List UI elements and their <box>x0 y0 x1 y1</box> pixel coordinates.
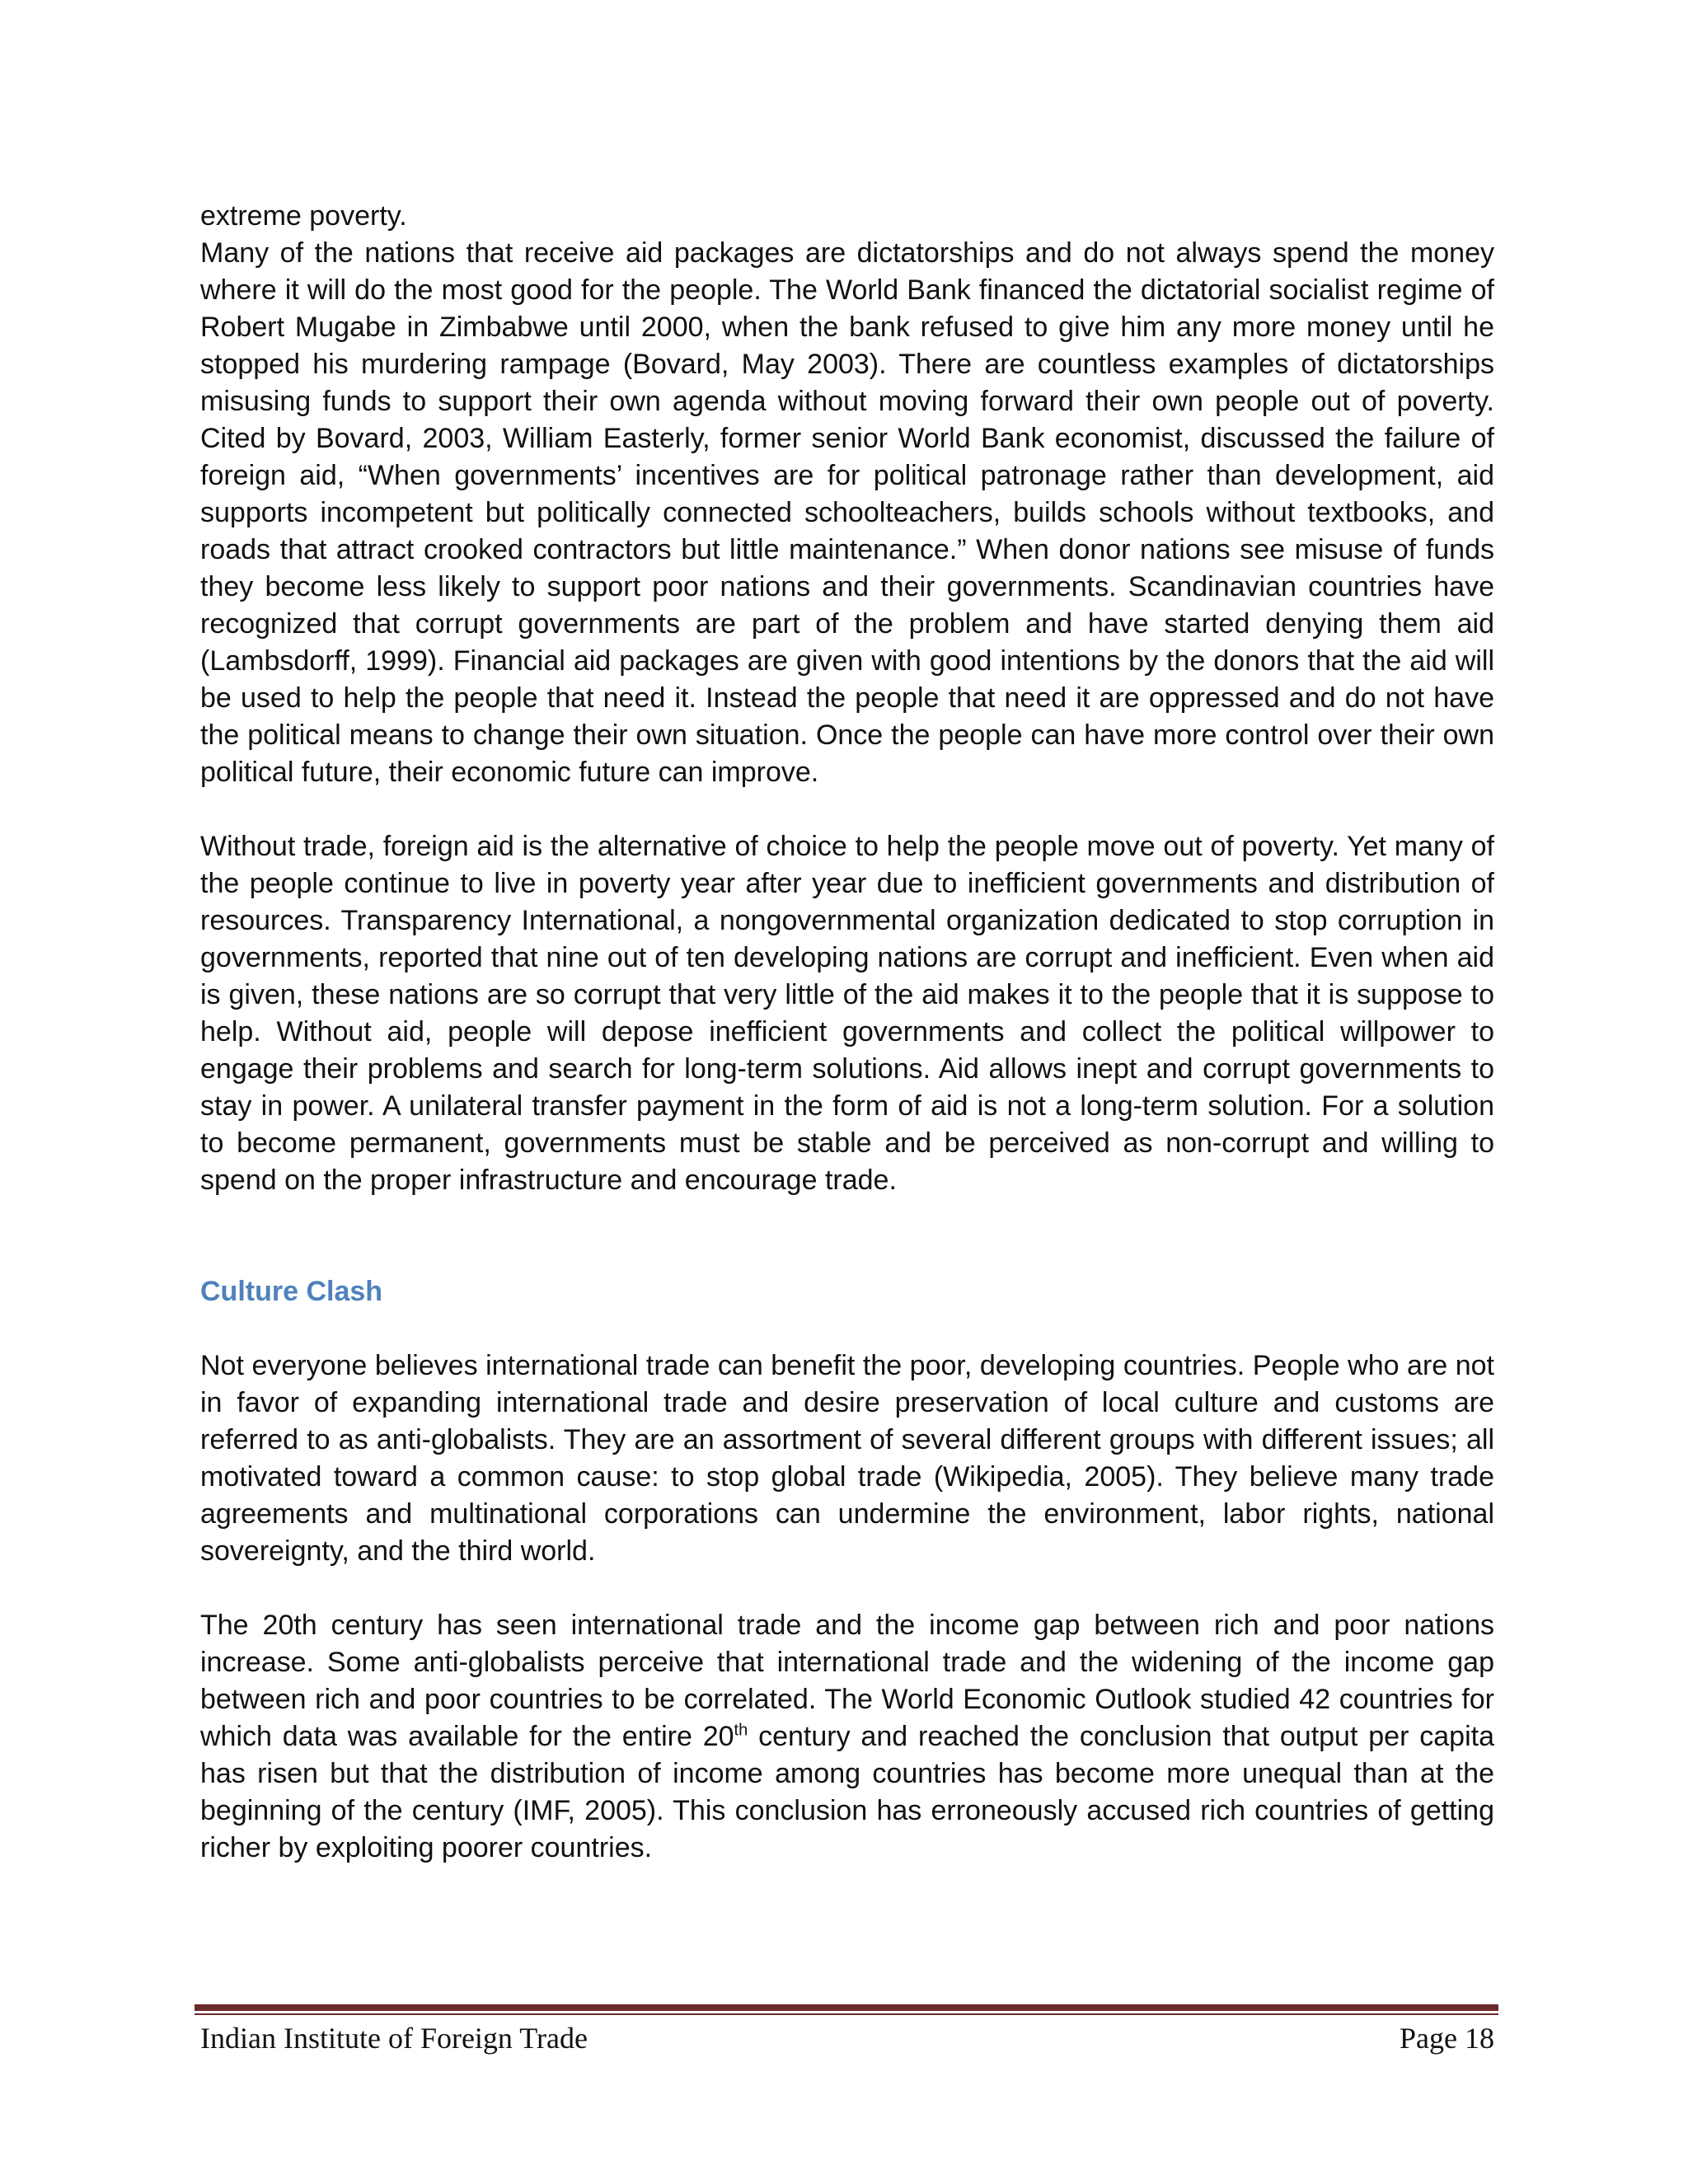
paragraph-income-gap <box>200 1607 1494 1867</box>
income-gap-text-start: The 20th century has seen international trade and the income gap between rich and poor nations increase. Some anti-globalists perceive that international trade and the widening of the income gap between rich and poor countries to be correlated. The World Economic Outlook studied 42 countries for which data was available for the entire 20 <box>200 1610 1494 1752</box>
footer-divider <box>195 2004 1498 2016</box>
footer-divider-thick-line <box>195 2004 1498 2011</box>
page-footer <box>200 2018 1494 2058</box>
footer-institution: Indian Institute of Foreign Trade <box>200 2022 588 2055</box>
paragraph-anti-globalists: Not everyone believes international trade can benefit the poor, developing countries. People who are not in favor of expanding international trade and desire preservation of local culture and customs are referred to as anti-globalists. They are an assortment of several different groups with different issues; all motivated toward a common cause: to stop global trade (Wikipedia, 2005). They believe many trade agreements and multinational corporations can undermine the environment, labor rights, national sovereignty, and the third world. <box>200 1350 1494 1567</box>
page-body <box>200 198 1494 1867</box>
footer-divider-thin-line <box>195 2013 1498 2015</box>
footer-page-number: Page 18 <box>1400 2022 1494 2055</box>
superscript-th: th <box>734 1721 748 1740</box>
section-heading-culture-clash: Culture Clash <box>200 1276 383 1307</box>
paragraph-foreign-aid-dictatorships: Many of the nations that receive aid packages are dictatorships and do not always spend the money where it will do the most good for the people. The World Bank financed the dictatorial socialist regime of Robert Mugabe in Zimbabwe until 2000, when the bank refused to give him any more money until he stopped his murdering rampage (Bovard, May 2003). There are countless examples of dictatorships misusing funds to support their own agenda without moving forward their own people out of poverty. Cited by Bovard, 2003, William Easterly, former senior World Bank economist, discussed the failure of foreign aid, “When governments’ incentives are for political patronage rather than development, aid supports incompetent but politically connected schoolteachers, builds schools without textbooks, and roads that attract crooked contractors but little maintenance.” When donor nations see misuse of funds they become less likely to support poor nations and their governments. Scandinavian countries have recognized that corrupt governments are part of the problem and have started denying them aid (Lambsdorff, 1999). Financial aid packages are given with good intentions by the donors that the aid will be used to help the people that need it. Instead the people that need it are oppressed and do not have the political means to change their own situation. Once the people can have more control over their own political future, their economic future can improve. <box>200 237 1494 788</box>
income-gap-text-end: century and reached the conclusion that output per capita has risen but that the distribution of income among countries has become more unequal than at the beginning of the century (IMF, 2005). This conclusion has erroneously accused rich countries of getting richer by exploiting poorer countries. <box>200 1721 1494 1863</box>
paragraph-continuation: extreme poverty. <box>200 200 407 232</box>
paragraph-without-trade: Without trade, foreign aid is the alternative of choice to help the people move out of poverty. Yet many of the people continue to live in poverty year after year due to inefficient governments and distribution of resources. Transparency International, a nongovernmental organization dedicated to stop corruption in governments, reported that nine out of ten developing nations are corrupt and inefficient. Even when aid is given, these nations are so corrupt that very little of the aid makes it to the people that it is suppose to help. Without aid, people will depose inefficient governments and collect the political willpower to engage their problems and search for long-term solutions. Aid allows inept and corrupt governments to stay in power. A unilateral transfer payment in the form of aid is not a long-term solution. For a solution to become permanent, governments must be stable and be perceived as non-corrupt and willing to spend on the proper infrastructure and encourage trade. <box>200 831 1494 1196</box>
